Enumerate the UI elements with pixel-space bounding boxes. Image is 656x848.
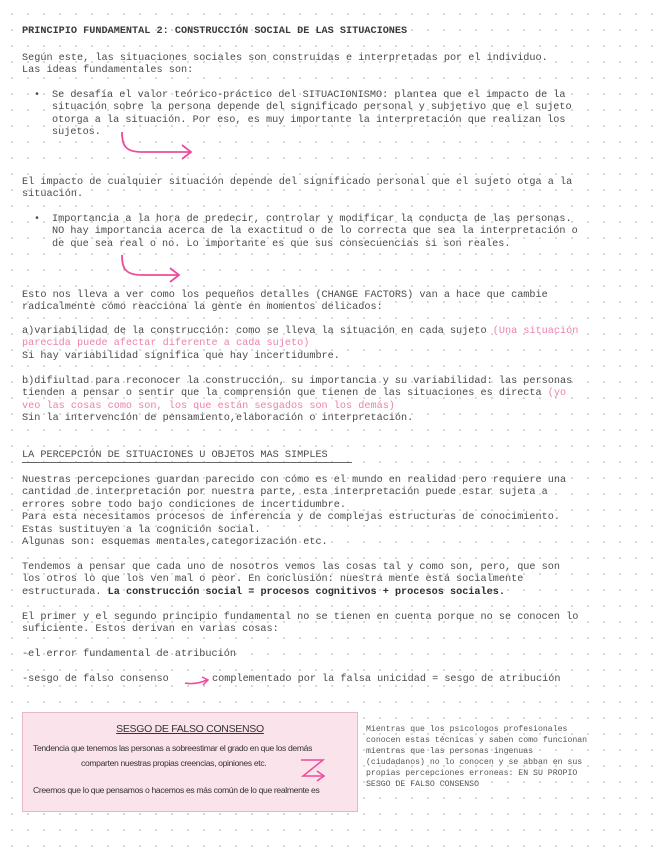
social-construction-formula: La construcción social = procesos cognitivos + procesos sociales.: [107, 586, 505, 598]
page-title: PRINCIPIO FUNDAMENTAL 2: CONSTRUCCIÓN SOCIAL DE LAS SITUACIONES: [22, 26, 408, 37]
details-paragraph: Esto nos lleva a ver como los pequeños detalles (CHANGE FACTORS) van a hace que cambie radicalmente cómo reacciona la gente en momentos delicados:: [22, 290, 548, 314]
principles-paragraph: El primer y el segundo principio fundamental no se tienen en cuenta porque no se conocen lo suficiente. Estos derivan en varias cosas:: [22, 612, 579, 636]
bullet-importancia: Importancia a la hora de predecir, controlar y modificar la conducta de las personas. NO hay importancia acerca de la exactitud o de lo correcta que sea la interpretación o de que sea real o no. Lo importante es que sus consecuencias si son reales.: [52, 214, 578, 250]
variability-note: parecida puede afectar diferente a cada sujeto): [22, 338, 310, 350]
side-note: Mientras que los psicologos profesionales conocen estas técnicas y saben como funcionan mientras que las personas ingenuas (ciudadanos) no lo conocen y se abban en sus propias percepciones erroneas: EN SU PROPIO SESGO DE FALSO CONSENSO: [366, 725, 588, 789]
difficulty-note: veo las cosas como son, los que están sesgados son los demás): [22, 400, 395, 412]
zigzag-arrow-icon: [297, 757, 331, 783]
box-definition: Tendencia que tenemos las personas a sobreestimar el grado en que los demás: [33, 743, 313, 753]
box-title: SESGO DE FALSO CONSENSO: [116, 723, 264, 735]
perception-heading: LA PERCEPCIÓN DE SITUACIONES U OBJETOS MAS SIMPLES: [22, 450, 328, 461]
difficulty-paragraph: b)difiultad para reconocer la construcción, su importancia y su variabilidad: las personas tienden a pensar o sentir que la comprensión que tienen de las situaciones es directa (yo veo las cosas como son, los que están sesgados son los demás) Sin la intervención de pensamiento,elaboración o interpretación.: [22, 376, 573, 425]
false-consensus-box: [22, 712, 358, 812]
bullet-dot: •: [34, 90, 41, 101]
arrow-icon: [183, 673, 213, 689]
variability-note: (Una situación: [492, 326, 579, 337]
intro-paragraph: Según este, las situaciones sociales son construidas e interpretadas por el individuo. Las ideas fundamentales son:: [22, 53, 548, 77]
error-item: -sesgo de falso consenso: [22, 674, 169, 685]
perception-paragraph: Nuestras percepciones guardan parecido con cómo es el mundo en realidad pero requiere una cantidad de interpretación por nuestra parte, esta interpretación puede estar sujeta a errores sobre todo bajo condiciones de incertidumbre. Para esta necesitamos procesos de inferencia y de complejas estructuras de conocimiento. Estas sustituyen a la cognición social. Algunas son: esquemas mentales,categorización etc.: [22, 475, 567, 549]
impact-paragraph: El impacto de cualquier situación depende del significado personal que el sujeto otga a la situación.: [22, 177, 573, 201]
curved-arrow-icon: [118, 130, 208, 164]
bullet-situacionismo: Se desafía el valor teórico-práctico del SITUACIONISMO: plantea que el impacto de la situación sobre la persona depende del significado personal y subjetivo que el sujeto otorga a la situación. Por eso, es muy importante la interpretación que realizan los sujetos.: [52, 90, 572, 139]
difficulty-note: (yo: [547, 388, 567, 400]
box-definition: comparten nuestras propias creencias, opiniones etc.: [81, 758, 267, 768]
curved-arrow-icon: [118, 253, 208, 289]
error-item-continuation: complementado por la falsa unicidad = sesgo de atribución: [212, 674, 561, 685]
variability-paragraph: a)variabilidad de la construcción: como se lleva la situación en cada sujeto (Una situación parecida puede afectar diferente a cada sujeto) Si hay variabilidad significa que hay incertidumbre.: [22, 326, 579, 362]
bullet-dot: •: [34, 214, 41, 225]
heading-underline: [22, 462, 352, 463]
tendency-paragraph: Tendemos a pensar que cada uno de nosotros vemos las cosas tal y como son, pero, que son los otros lo que los ven mal o peor. En conclusión: nuestra mente está socialmente estructurada. La construcción social = procesos cognitivos + procesos sociales.: [22, 562, 560, 598]
error-item: -el error fundamental de atribución: [22, 649, 236, 660]
box-example: Creemos que lo que pensamos o hacemos es más común de lo que realmente es: [33, 785, 320, 795]
